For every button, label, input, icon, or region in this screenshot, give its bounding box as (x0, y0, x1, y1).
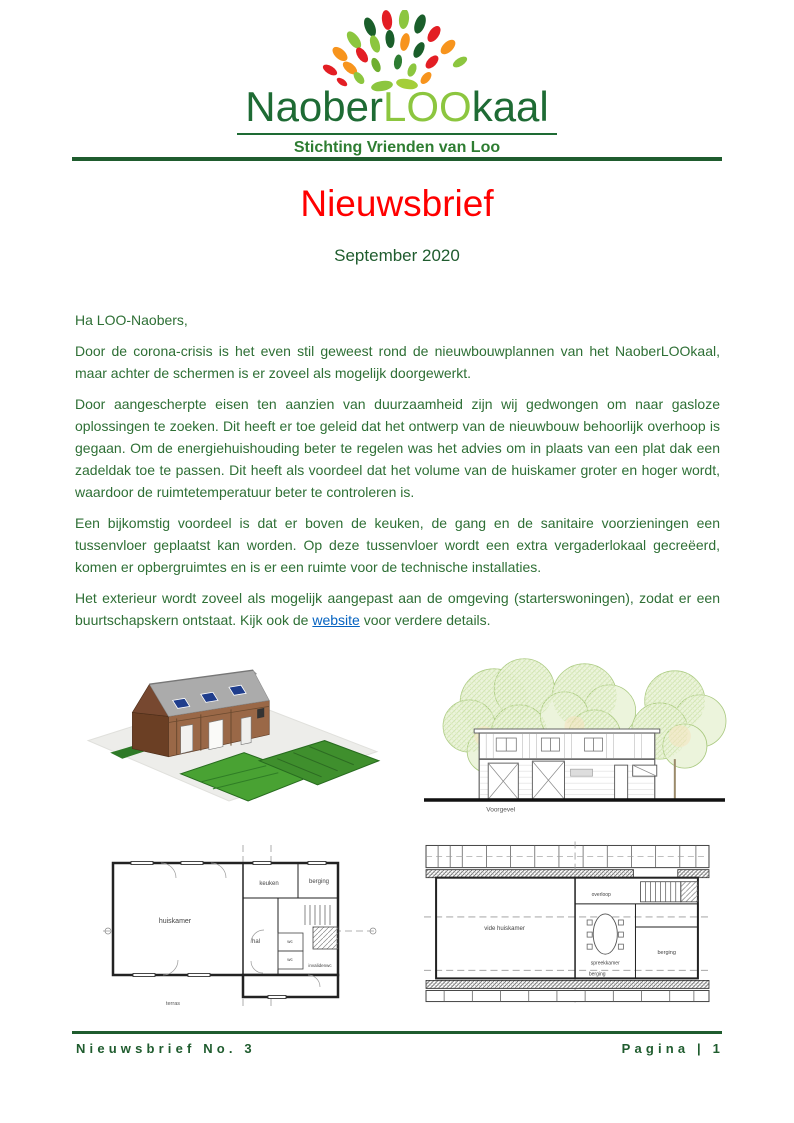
footer-newsletter-number: Nieuwsbrief No. 3 (76, 1041, 256, 1056)
header-divider (72, 157, 722, 161)
closing-after-link: voor verdere details. (359, 612, 491, 628)
figure-front-elevation (424, 640, 730, 814)
figures-grid (0, 640, 794, 1020)
label-wc1: wc (287, 939, 293, 944)
logo-part-naober: Naober (245, 83, 383, 130)
paragraph-2: Door aangescherpte eisen ten aanzien van duurzaamheid zijn wij gedwongen om naar gasloze oplossingen te zoeken. Dit heeft er toe geleid dat het ontwerp van de nieuwbouw behoorlijk overhoop is gegaan. Om de energiehuishouding beter te regelen was het advies om in plaats van een plat dak een zadeldak toe te passen. Dit heeft als voordeel dat het volume van de huiskamer groter en hoger wordt, waardoor de ruimtetemperatuur beter te controleren is. (75, 396, 720, 500)
figure-3d-render (80, 648, 382, 804)
paragraph-4 (75, 587, 720, 631)
label-void: vide huiskamer (484, 926, 525, 933)
page-title: Nieuwsbrief (300, 183, 494, 224)
footer-divider (72, 1031, 722, 1034)
label-storage-right: berging (657, 950, 676, 957)
page-date: September 2020 (334, 246, 460, 265)
logo-wordmark (237, 83, 557, 135)
label-meeting: spreekkamer (590, 960, 620, 967)
label-hall: hal (251, 939, 261, 945)
paragraph-3: Een bijkomstig voordeel is dat er boven de keuken, de gang en de sanitaire voorzieningen een tussenvloer geplaatst kan worden. Op deze tussenvloer wordt een extra vergaderlokaal gecreëerd, komen er opbergruimtes en is er een ruimte voor de technische installaties. (75, 515, 720, 575)
label-storage-bottom: berging (588, 971, 606, 978)
label-landing: overloop (591, 891, 611, 898)
greeting: Ha LOO-Naobers, (75, 312, 188, 328)
label-accessible-wc: invalidenwc (308, 963, 332, 968)
body-text (75, 309, 720, 640)
figure-ground-floor-plan (103, 843, 378, 1008)
figure-upper-floor-plan (424, 841, 711, 1003)
logo-part-kaal: kaal (471, 83, 549, 130)
label-terrace: terras (165, 1001, 181, 1007)
logo-part-loo: LOO (383, 83, 472, 130)
website-link[interactable]: website (312, 612, 360, 628)
elevation-caption: Voorgevel (486, 806, 516, 814)
paragraph-1: Door de corona-crisis is het even stil geweest rond de nieuwbouwplannen van het NaoberLOOkaal, maar achter de schermen is er zoveel als mogelijk doorgewerkt. (75, 343, 720, 381)
header (0, 0, 794, 157)
closing-before-link: Het exterieur wordt zoveel als mogelijk aangepast aan de omgeving (starterswoningen), zodat er een buurtschapskern ontstaat. Kijk ook de (75, 590, 720, 628)
footer-page-number: Pagina | 1 (621, 1041, 724, 1056)
logo-subtitle: Stichting Vrienden van Loo (293, 139, 501, 156)
label-storage: berging (308, 879, 330, 885)
logo (0, 83, 794, 135)
label-wc2: wc (287, 957, 293, 962)
label-kitchen: keuken (259, 881, 279, 887)
label-living: huiskamer (158, 918, 192, 925)
footer (76, 1041, 724, 1056)
